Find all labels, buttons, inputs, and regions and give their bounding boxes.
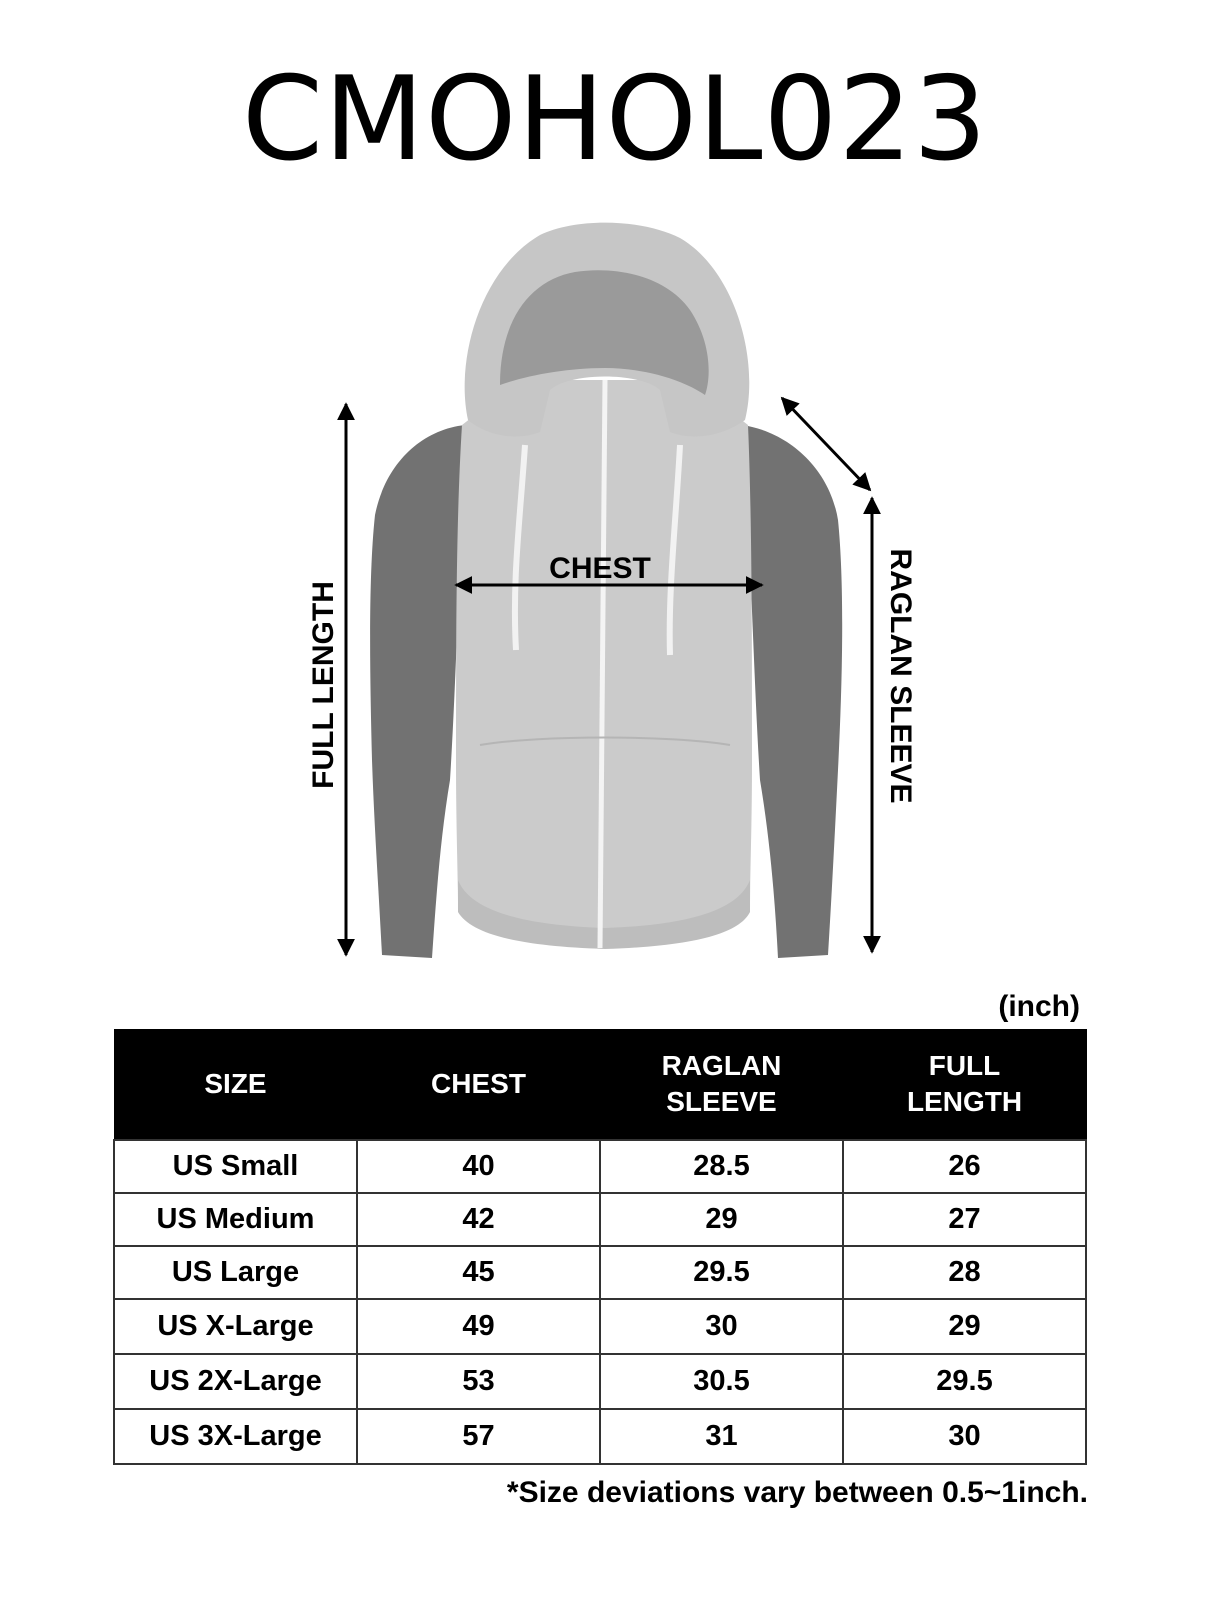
table-row (114, 1409, 1086, 1464)
size-cell: US X-Large (114, 1299, 357, 1354)
size-cell: US Medium (114, 1193, 357, 1246)
length-cell: 29 (843, 1299, 1086, 1354)
size-cell: US Large (114, 1246, 357, 1299)
unit-label: (inch) (998, 990, 1080, 1023)
hoodie-illustration (370, 223, 842, 958)
sleeve-cell: 31 (600, 1409, 843, 1464)
full-length-label: FULL LENGTH (307, 581, 340, 789)
size-cell: US 3X-Large (114, 1409, 357, 1464)
product-code-title: CMOHOL023 (242, 52, 988, 187)
chest-cell: 42 (357, 1193, 600, 1246)
table-row (114, 1299, 1086, 1354)
table-row (114, 1246, 1086, 1299)
header-size: SIZE (114, 1029, 357, 1140)
chest-cell: 53 (357, 1354, 600, 1409)
sleeve-cell: 30 (600, 1299, 843, 1354)
length-cell: 28 (843, 1246, 1086, 1299)
right-sleeve (742, 425, 842, 958)
sleeve-cell: 29.5 (600, 1246, 843, 1299)
length-cell: 29.5 (843, 1354, 1086, 1409)
chest-cell: 49 (357, 1299, 600, 1354)
table-header-row (114, 1029, 1086, 1140)
header-raglan-sleeve: RAGLAN SLEEVE (600, 1029, 843, 1140)
length-cell: 27 (843, 1193, 1086, 1246)
size-cell: US 2X-Large (114, 1354, 357, 1409)
length-cell: 26 (843, 1140, 1086, 1193)
chest-cell: 45 (357, 1246, 600, 1299)
sleeve-cell: 29 (600, 1193, 843, 1246)
raglan-sleeve-label: RAGLAN SLEEVE (884, 548, 917, 804)
chest-label: CHEST (549, 552, 651, 585)
size-cell: US Small (114, 1140, 357, 1193)
chest-cell: 40 (357, 1140, 600, 1193)
chest-cell: 57 (357, 1409, 600, 1464)
header-chest: CHEST (357, 1029, 600, 1140)
table-row (114, 1193, 1086, 1246)
size-chart-table (113, 1029, 1087, 1465)
table-row (114, 1140, 1086, 1193)
sleeve-cell: 28.5 (600, 1140, 843, 1193)
table-row (114, 1354, 1086, 1409)
size-deviation-note: *Size deviations vary between 0.5~1inch. (506, 1476, 1088, 1509)
length-cell: 30 (843, 1409, 1086, 1464)
header-full-length: FULL LENGTH (843, 1029, 1086, 1140)
sleeve-cell: 30.5 (600, 1354, 843, 1409)
left-sleeve (370, 425, 465, 958)
